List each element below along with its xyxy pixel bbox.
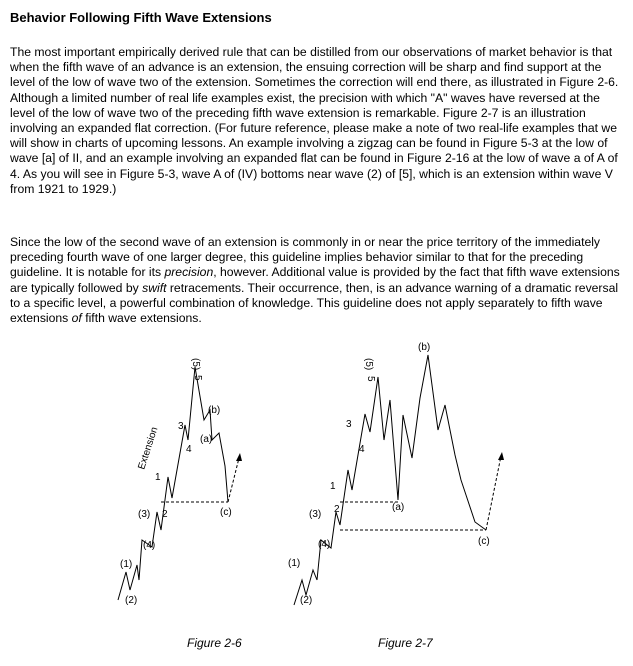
fig6-label-b: (b) <box>208 405 221 416</box>
figure-2-6 <box>100 340 270 620</box>
fig7-label-w1s: (1) <box>288 558 301 569</box>
fig6-label-w3: 3 <box>178 421 184 432</box>
figure-2-6-projection-line <box>228 458 239 502</box>
fig6-label-c: (c) <box>220 507 232 518</box>
fig7-label-b: (b) <box>418 342 431 353</box>
fig7-label-w3: 3 <box>346 419 352 430</box>
figure-2-7-arrow-head <box>498 452 504 460</box>
fig7-label-w2s: (2) <box>300 595 313 606</box>
fig7-label-w3s: (3) <box>309 509 322 520</box>
fig6-label-w3s: (3) <box>138 509 151 520</box>
figure-2-7-projection-line <box>486 456 501 530</box>
fig7-label-w4s: (4) <box>318 539 331 550</box>
figure-2-6-arrow-head <box>236 453 242 461</box>
figure-2-7-diagram <box>280 340 520 615</box>
fig6-label-w1: 1 <box>155 472 161 483</box>
figure-2-6-diagram <box>100 340 270 615</box>
fig7-label-w5: 5 <box>365 376 376 382</box>
fig6-label-a: (a) <box>200 434 213 445</box>
fig6-label-w5: 5 <box>192 375 203 381</box>
emphasis-swift: swift <box>142 280 167 295</box>
fig7-label-w1: 1 <box>330 481 336 492</box>
figure-2-7-wave-path <box>294 355 486 605</box>
paragraph-2-part-a: Since the low of the second wave of an extension is commonly in or near the price territory of the immediately preceding fourth wave of one larger degree, this guideline implies behavior similar to that for the preceding guideline. It is notable for its <box>10 235 601 280</box>
figure-2-7 <box>280 340 520 620</box>
paragraph-2-part-b: , however. Additional value is provided by the fact that fifth wave extensions are typically followed by <box>10 265 620 295</box>
fig6-label-w1s: (1) <box>120 559 133 570</box>
fig7-label-a: (a) <box>392 502 405 513</box>
paragraph-2 <box>10 235 628 326</box>
fig6-label-extension: Extension <box>136 425 161 471</box>
section-heading: Behavior Following Fifth Wave Extensions <box>10 10 272 25</box>
fig6-label-w5s: (5) <box>190 358 201 371</box>
figure-2-6-wave-path <box>118 367 228 600</box>
emphasis-precision: precision <box>164 265 214 280</box>
figure-2-7-caption: Figure 2-7 <box>378 636 433 650</box>
paragraph-2-part-c: retracements. Their occurrence, then, is an advance warning of a dramatic reversal to a specific level, a powerful combination of knowledge. This guideline does not apply separately to fifth wave extensions <box>10 280 619 326</box>
fig6-label-w4: 4 <box>186 444 192 455</box>
fig7-label-w5s: (5) <box>363 358 374 371</box>
fig6-label-w4s: (4) <box>143 540 156 551</box>
paragraph-2-part-d: fifth wave extensions. <box>81 311 202 326</box>
emphasis-of: of <box>71 311 82 326</box>
paragraph-1: The most important empirically derived rule that can be distilled from our observations of market behavior is that when the fifth wave of an advance is an extension, the ensuing correction will be sharp and find support at the level of the low of wave two of the extension. Sometimes the correction will end there, as illustrated in Figure 2-6. Although a limited number of real life examples exist, the precision with which "A" waves have reversed at the level of the low of wave two of the preceding fifth wave extension is remarkable. Figure 2-7 is an illustration involving an expanded flat correction. (For future reference, please make a note of two real-life examples that we will show in charts of upcoming lessons. An example involving a zigzag can be found in Figure 5-3 at the low of wave [a] of II, and an example involving an expanded flat can be found in Figure 2-16 at the low of wave a of A of 4. As you will see in Figure 5-3, wave A of (IV) bottoms near wave (2) of [5], which is an extension within wave V from 1921 to 1929.) <box>10 45 619 196</box>
fig7-label-w4: 4 <box>359 444 365 455</box>
fig6-label-w2s: (2) <box>125 595 138 606</box>
fig7-label-w2: 2 <box>334 504 340 515</box>
fig7-label-c: (c) <box>478 536 490 547</box>
fig6-label-w2: 2 <box>162 509 168 520</box>
figure-2-6-caption: Figure 2-6 <box>187 636 242 650</box>
